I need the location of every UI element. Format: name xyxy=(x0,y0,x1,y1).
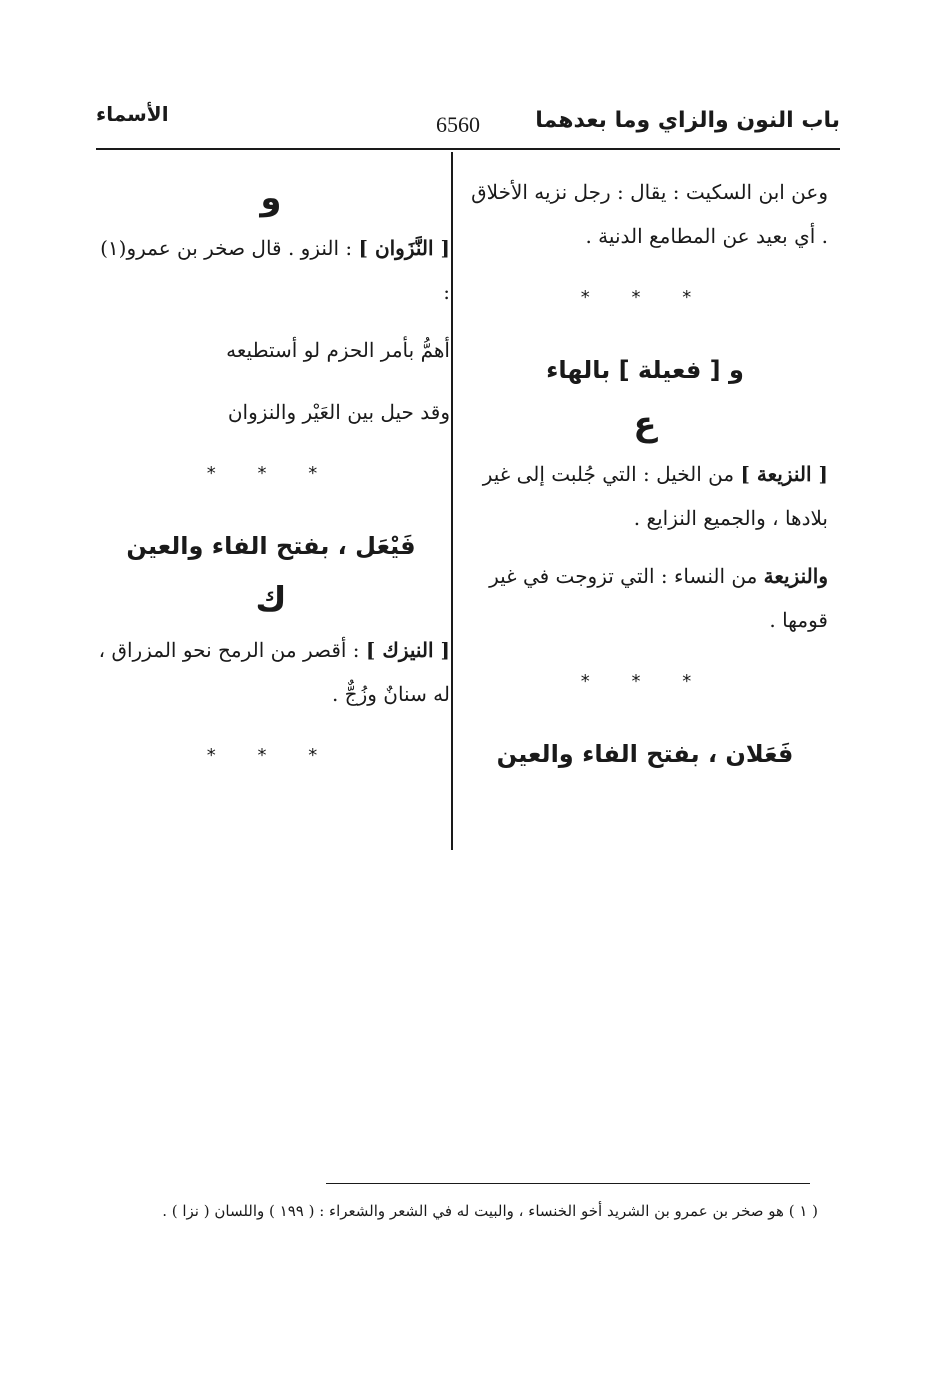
left-column xyxy=(92,170,450,806)
footnote-rule xyxy=(326,1183,810,1184)
entry-definition: من النساء : التي تزوجت في غير قومها . xyxy=(489,564,828,632)
entry-paragraph xyxy=(92,628,450,716)
section-separator: * * * xyxy=(580,287,710,308)
section-heading: و [ فعيلة ] بالهاء xyxy=(546,356,744,384)
verse-line: وقد حيل بين العَيْر والنزوان xyxy=(227,400,450,424)
section-separator: * * * xyxy=(206,745,336,766)
section-title: الأسماء xyxy=(96,102,169,126)
entry-paragraph xyxy=(462,554,828,642)
section-separator: * * * xyxy=(580,671,710,692)
section-heading: فَعَلان ، بفتح الفاء والعين xyxy=(496,740,794,768)
letter-heading: ع xyxy=(633,404,657,444)
entry-term: [ النزيعة ] xyxy=(740,462,828,486)
entry-definition: من الخيل : التي جُلبت إلى غير بلادها ، والجميع النزايع . xyxy=(482,462,828,530)
right-column xyxy=(462,170,828,786)
entry-term: [ النَّزَوان ] xyxy=(358,236,450,260)
footnote: ( ١ ) هو صخر بن عمرو بن الشريد أخو الخنساء ، والبيت له في الشعر والشعراء : ( ١٩٩ ) واللسان ( نزا ) . xyxy=(162,1202,818,1220)
entry-term: والنزيعة xyxy=(763,564,828,588)
chapter-title: باب النون والزاي وما بعدهما xyxy=(535,108,840,133)
column-divider xyxy=(451,152,453,850)
letter-heading: ك xyxy=(255,580,287,620)
section-separator: * * * xyxy=(206,463,336,484)
page-header xyxy=(96,102,840,148)
page-number: 6560 xyxy=(436,112,480,137)
entry-term: [ النيزك ] xyxy=(365,638,450,662)
entry-definition: : أقصر من الرمح نحو المزراق ، له سنانٌ وزُجٌّ . xyxy=(98,638,450,706)
entry-definition: : النزو . قال صخر بن عمرو(١) : xyxy=(100,236,450,304)
letter-heading: و xyxy=(260,178,282,218)
entry-paragraph: وعن ابن السكيت : يقال : رجل نزيه الأخلاق . أي بعيد عن المطامع الدنية . xyxy=(471,180,828,248)
header-rule xyxy=(96,148,840,150)
section-heading: فَيْعَل ، بفتح الفاء والعين xyxy=(126,532,416,560)
entry-paragraph xyxy=(92,226,450,314)
entry-paragraph xyxy=(462,452,828,540)
verse-line: أهمُّ بأمر الحزم لو أستطيعه xyxy=(226,338,450,362)
